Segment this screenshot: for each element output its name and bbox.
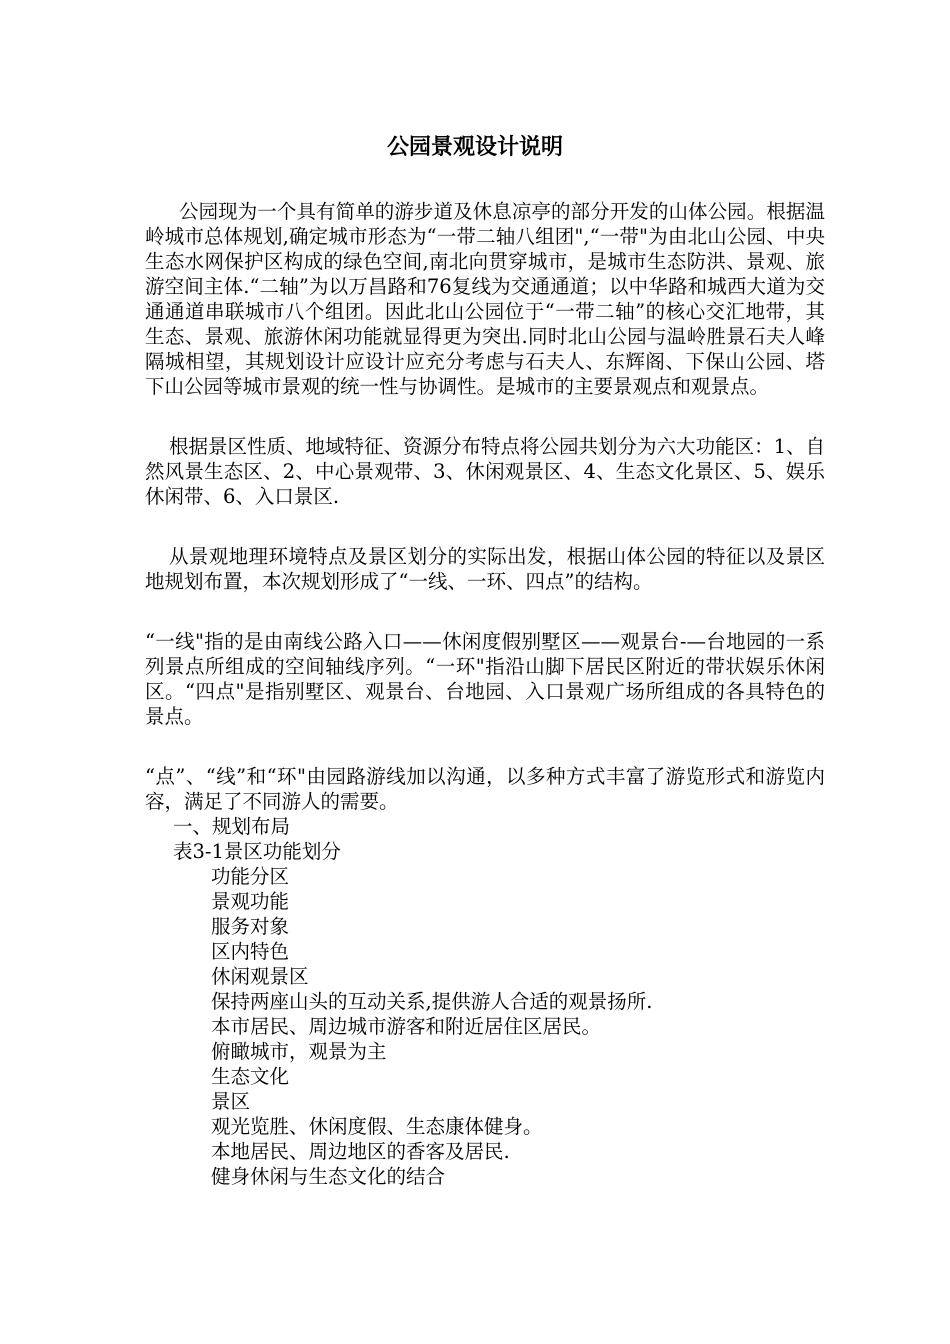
paragraph-connection: “点”、“线”和“环"由园路游线加以沟通，以多种方式丰富了游览形式和游览内容，满足了不同游人的需要。 [145,765,825,813]
document-body [145,199,825,1189]
paragraph-gap [145,594,825,629]
paragraph-intro: 公园现为一个具有简单的游步道及休息凉亭的部分开发的山体公园。根据温岭城市总体规划,确定城市形态为“一带二轴八组团",“一带"为由北山公园、中央生态水网保护区构成的绿色空间,南北向贯穿城市，是城市生态防洪、景观、旅游空间主体.“二轴”为以万昌路和76复线为交通通道；以中华路和城西大道为交通通道串联城市八个组团。因此北山公园位于“一带二轴”的核心交汇地带，其生态、景观、旅游休闲功能就显得更为突出.同时北山公园与温岭胜景石夫人峰隔城相望，其规划设计应设计应充分考虑与石夫人、东辉阁、下保山公园、塔下山公园等城市景观的统一性与协调性。是城市的主要景观点和观景点。 [145,200,825,398]
table-line: 景观功能 [211,890,290,913]
section-heading: 一、规划布局 [173,815,291,838]
table-caption: 表3-1景区功能划分 [173,840,341,863]
paragraph-zones: 根据景区性质、地域特征、资源分布特点将公园共划分为六大功能区：1、自然风景生态区、2、中心景观带、3、休闲观景区、4、生态文化景区、5、娱乐休闲带、6、入口景区. [145,435,825,508]
table-line: 观光览胜、休闲度假、生态康体健身。 [211,1115,543,1138]
paragraph-structure: 从景观地理环境特点及景区划分的实际出发，根据山体公园的特征以及景区地规划布置，本次规划形成了“一线、一环、四点”的结构。 [145,545,825,593]
table-line: 区内特色 [211,940,290,963]
table-line: 生态文化 [211,1065,290,1088]
paragraph-gap [145,399,825,434]
table-line: 本地居民、周边地区的香客及居民. [211,1140,510,1163]
table-line: 功能分区 [211,865,290,888]
paragraph-gap [145,509,825,544]
table-line: 服务对象 [211,915,290,938]
table-line: 保持两座山头的互动关系,提供游人合适的观景扬所. [211,990,653,1013]
table-line: 健身休闲与生态文化的结合 [211,1165,446,1188]
paragraph-line-ring-points: “一线"指的是由南线公路入口——休闲度假别墅区——观景台-—台地园的一系列景点所组成的空间轴线序列。“一环"指沿山脚下居民区附近的带状娱乐休闲区。“四点"是指别墅区、观景台、台地园、入口景观广场所组成的各具特色的景点。 [145,630,825,728]
paragraph-gap [145,729,825,764]
table-line: 本市居民、周边城市游客和附近居住区居民。 [211,1015,602,1038]
table-line: 休闲观景区 [211,965,309,988]
document-title: 公园景观设计说明 [386,135,563,160]
table-line: 景区 [211,1090,251,1113]
table-line: 俯瞰城市，观景为主 [211,1040,387,1063]
